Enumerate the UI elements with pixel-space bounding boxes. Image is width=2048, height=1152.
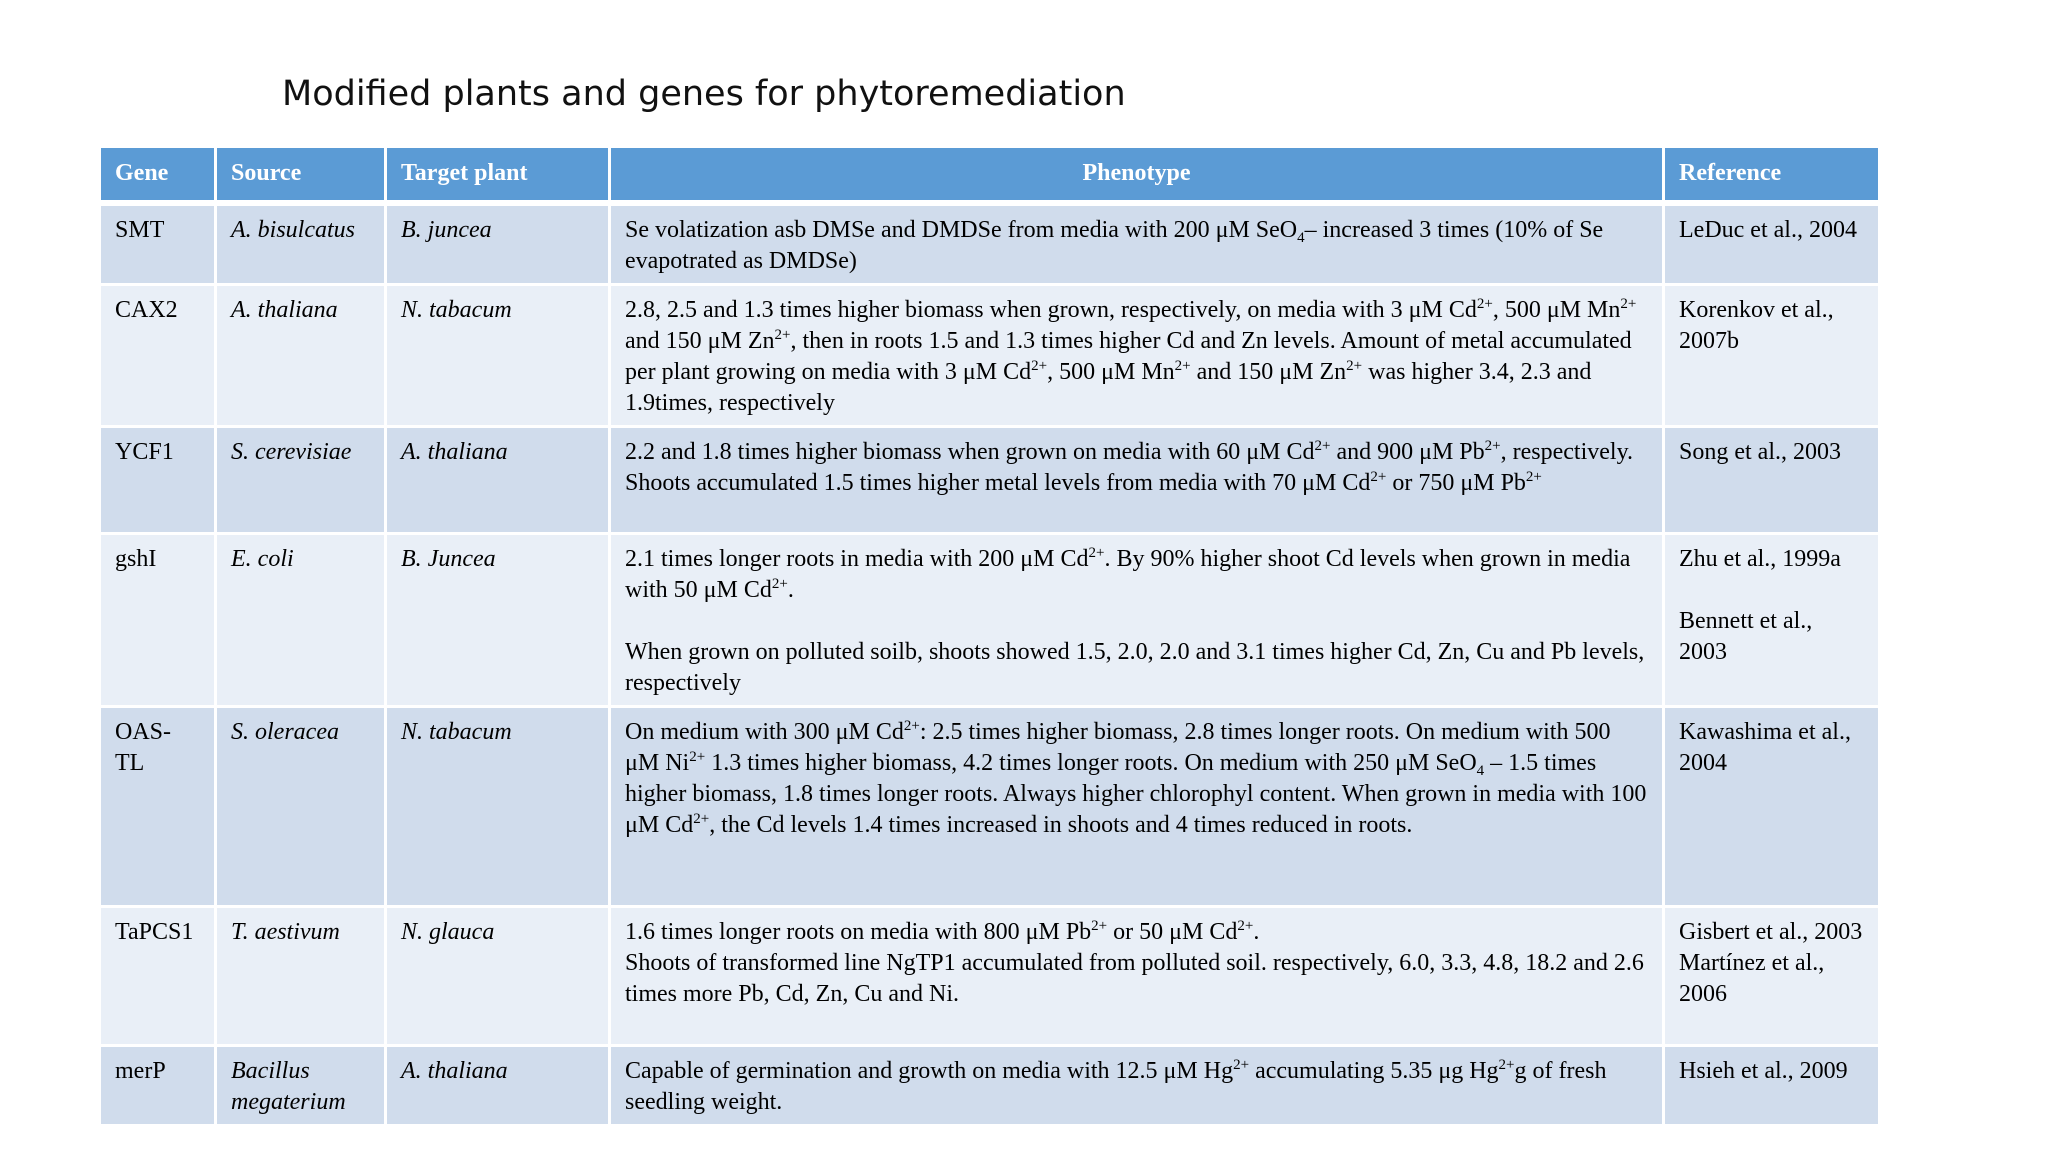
header-gene: Gene	[100, 147, 216, 203]
header-row	[100, 147, 1880, 203]
gene-cell: gshI	[100, 533, 216, 706]
source-cell: S. oleracea	[216, 706, 386, 906]
phenotype-cell: Capable of germination and growth on media with 12.5 μM $Hg^{2+}$ accumulating 5.35 μg $Hg^{2+}g$ of fresh seedling weight.	[610, 1045, 1664, 1125]
target-plant-cell: A. thaliana	[386, 1045, 610, 1125]
reference-cell: Korenkov et al., 2007b	[1664, 284, 1880, 426]
phenotype-cell: 2.1 times longer roots in media with 200 μM $Cd^{2+}$. By 90% higher shoot Cd levels when grown in media with 50 μM $Cd^{2+}$. When grown on polluted soilb, shoots showed 1.5, 2.0, 2.0 and 3.1 times higher Cd, Zn, Cu and Pb levels, respectively	[610, 533, 1664, 706]
phenotype-cell: 2.8, 2.5 and 1.3 times higher biomass when grown, respectively, on media with 3 μM $Cd^{2+}$, 500 μM $Mn^{2+}$ and 150 μM $Zn^{2+}$, then in roots 1.5 and 1.3 times higher Cd and Zn levels. Amount of metal accumulated per plant growing on media with 3 μM $Cd^{2+}$, 500 μM $Mn^{2+}$ and 150 μM $Zn^{2+}$ was higher 3.4, 2.3 and 1.9times, respectively	[610, 284, 1664, 426]
reference-cell: Hsieh et al., 2009	[1664, 1045, 1880, 1125]
reference-cell: Zhu et al., 1999a Bennett et al., 2003	[1664, 533, 1880, 706]
header-target-plant: Target plant	[386, 147, 610, 203]
phenotype-cell: 1.6 times longer roots on media with 800 μM $Pb^{2+}$ or 50 μM $Cd^{2+}$. Shoots of transformed line NgTP1 accumulated from polluted soil. respectively, 6.0, 3.3, 4.8, 18.2 and 2.6 times more Pb, Cd, Zn, Cu and Ni.	[610, 906, 1664, 1045]
target-plant-cell: B. juncea	[386, 203, 610, 285]
phytoremediation-table	[98, 145, 1881, 1127]
target-plant-cell: B. Juncea	[386, 533, 610, 706]
phenotype-cell: On medium with 300 μM $Cd^{2+}$: 2.5 times higher biomass, 2.8 times longer roots. On medium with 500 μM $Ni^{2+}$ 1.3 times higher biomass, 4.2 times longer roots. On medium with 250 μM SeO$_4$ – 1.5 times higher biomass, 1.8 times longer roots. Always higher chlorophyl content. When grown in media with 100 μM $Cd^{2+}$, the Cd levels 1.4 times increased in shoots and 4 times reduced in roots.	[610, 706, 1664, 906]
slide-title: Modified plants and genes for phytoremediation	[282, 74, 1126, 114]
source-cell: T. aestivum	[216, 906, 386, 1045]
table-row-ycf1	[100, 426, 1880, 533]
table-row-tapcs1	[100, 906, 1880, 1045]
table-row-smt	[100, 203, 1880, 285]
source-cell: E. coli	[216, 533, 386, 706]
reference-cell: Kawashima et al., 2004	[1664, 706, 1880, 906]
source-cell: Bacillus megaterium	[216, 1045, 386, 1125]
phenotype-cell: Se volatization asb DMSe and DMDSe from media with 200 μM SeO$_4$– increased 3 times (10% of Se evapotrated as DMDSe)	[610, 203, 1664, 285]
source-cell: A. thaliana	[216, 284, 386, 426]
reference-cell: Gisbert et al., 2003 Martínez et al., 2006	[1664, 906, 1880, 1045]
source-cell: A. bisulcatus	[216, 203, 386, 285]
target-plant-cell: N. tabacum	[386, 284, 610, 426]
gene-cell: merP	[100, 1045, 216, 1125]
source-cell: S. cerevisiae	[216, 426, 386, 533]
reference-cell: LeDuc et al., 2004	[1664, 203, 1880, 285]
target-plant-cell: N. tabacum	[386, 706, 610, 906]
target-plant-cell: A. thaliana	[386, 426, 610, 533]
table-row-oas-tl	[100, 706, 1880, 906]
header-phenotype: Phenotype	[610, 147, 1664, 203]
table-row-merp	[100, 1045, 1880, 1125]
target-plant-cell: N. glauca	[386, 906, 610, 1045]
gene-cell: YCF1	[100, 426, 216, 533]
gene-cell: SMT	[100, 203, 216, 285]
phytoremediation-table-container	[98, 145, 1878, 1127]
reference-cell: Song et al., 2003	[1664, 426, 1880, 533]
phenotype-cell: 2.2 and 1.8 times higher biomass when grown on media with 60 μM $Cd^{2+}$ and 900 μM $Pb^{2+}$, respectively. Shoots accumulated 1.5 times higher metal levels from media with 70 μM $Cd^{2+}$ or 750 μM $Pb^{2+}$	[610, 426, 1664, 533]
table-row-gshi	[100, 533, 1880, 706]
gene-cell: CAX2	[100, 284, 216, 426]
table-row-cax2	[100, 284, 1880, 426]
gene-cell: OAS-TL	[100, 706, 216, 906]
header-reference: Reference	[1664, 147, 1880, 203]
gene-cell: TaPCS1	[100, 906, 216, 1045]
header-source: Source	[216, 147, 386, 203]
